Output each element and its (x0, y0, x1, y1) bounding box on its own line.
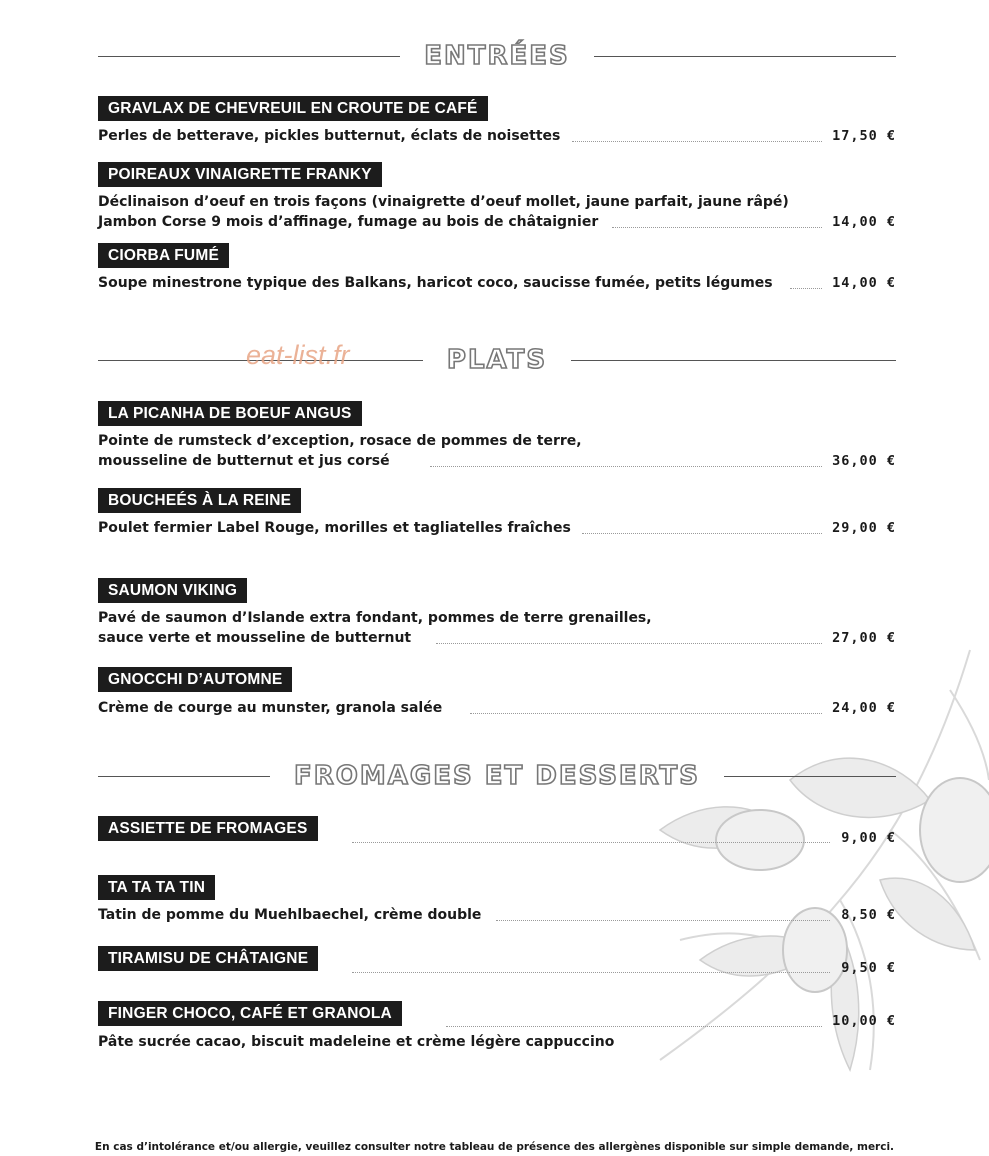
item-name-tiramisu: TIRAMISU DE CHÂTAIGNE (98, 946, 318, 971)
item-desc-gravlax: Perles de betterave, pickles butternut, éclats de noisettes (98, 128, 561, 144)
dot-leader (582, 533, 822, 534)
dot-leader (352, 842, 830, 843)
dot-leader (496, 920, 830, 921)
item-desc-picanha-2: mousseline de butternut et jus corsé (98, 453, 390, 469)
item-desc-tatin: Tatin de pomme du Muehlbaechel, crème double (98, 907, 482, 923)
item-name-gravlax: GRAVLAX DE CHEVREUIL EN CROUTE DE CAFÉ (98, 96, 488, 121)
item-desc-gnocchi: Crème de courge au munster, granola salée (98, 700, 443, 716)
item-desc-bouchees: Poulet fermier Label Rouge, morilles et tagliatelles fraîches (98, 520, 571, 536)
item-desc-ciorba: Soupe minestrone typique des Balkans, haricot coco, saucisse fumée, petits légumes (98, 275, 773, 291)
item-name-saumon: SAUMON VIKING (98, 578, 247, 603)
dot-leader (446, 1026, 822, 1027)
item-price-tatin: 8,50 € (841, 907, 896, 923)
item-desc-poireaux-2: Jambon Corse 9 mois d’affinage, fumage au bois de châtaignier (98, 214, 599, 230)
item-name-poireaux: POIREAUX VINAIGRETTE FRANKY (98, 162, 382, 187)
item-name-ciorba: CIORBA FUMÉ (98, 243, 229, 268)
dot-leader (470, 713, 822, 714)
dot-leader (572, 141, 822, 142)
item-name-picanha: LA PICANHA DE BOEUF ANGUS (98, 401, 362, 426)
item-desc-picanha-1: Pointe de rumsteck d’exception, rosace de pommes de terre, (98, 433, 582, 449)
item-name-fromages: ASSIETTE DE FROMAGES (98, 816, 318, 841)
item-desc-finger: Pâte sucrée cacao, biscuit madeleine et crème légère cappuccino (98, 1034, 615, 1050)
item-price-gravlax: 17,50 € (832, 128, 896, 144)
dot-leader (790, 288, 822, 289)
section-title: FROMAGES ET DESSERTS (294, 761, 701, 791)
item-desc-saumon-1: Pavé de saumon d’Islande extra fondant, pommes de terre grenailles, (98, 610, 652, 626)
item-price-saumon: 27,00 € (832, 630, 896, 646)
section-rule (98, 56, 400, 57)
item-name-gnocchi: GNOCCHI D’AUTOMNE (98, 667, 292, 692)
section-rule (571, 360, 896, 361)
section-rule (594, 56, 896, 57)
dot-leader (436, 643, 822, 644)
section-rule (724, 776, 896, 777)
section-header-entrees (98, 36, 896, 76)
olive-branch-illustration (640, 630, 989, 1130)
dot-leader (612, 227, 822, 228)
item-desc-saumon-2: sauce verte et mousseline de butternut (98, 630, 412, 646)
item-price-gnocchi: 24,00 € (832, 700, 896, 716)
section-header-desserts (98, 756, 896, 796)
item-price-picanha: 36,00 € (832, 453, 896, 469)
item-name-tatin: TA TA TA TIN (98, 875, 215, 900)
item-desc-poireaux-1: Déclinaison d’oeuf en trois façons (vinaigrette d’oeuf mollet, jaune parfait, jaune râpé) (98, 194, 789, 210)
item-price-bouchees: 29,00 € (832, 520, 896, 536)
item-price-fromages: 9,00 € (841, 830, 896, 846)
item-name-bouchees: BOUCHEÉS À LA REINE (98, 488, 301, 513)
section-title: PLATS (446, 345, 548, 375)
section-header-plats (98, 340, 896, 380)
allergen-footer-note: En cas d’intolérance et/ou allergie, veuillez consulter notre tableau de présence des allergènes disponible sur simple demande, merci. (94, 1141, 895, 1153)
item-name-finger: FINGER CHOCO, CAFÉ ET GRANOLA (98, 1001, 402, 1026)
item-price-tiramisu: 9,50 € (841, 960, 896, 976)
item-price-finger: 10,00 € (832, 1013, 896, 1029)
watermark-text: eat-list.fr (246, 340, 350, 370)
dot-leader (430, 466, 822, 467)
item-price-ciorba: 14,00 € (832, 275, 896, 291)
section-rule (98, 776, 270, 777)
dot-leader (352, 972, 830, 973)
section-title: ENTRÉES (424, 41, 570, 71)
item-price-poireaux: 14,00 € (832, 214, 896, 230)
